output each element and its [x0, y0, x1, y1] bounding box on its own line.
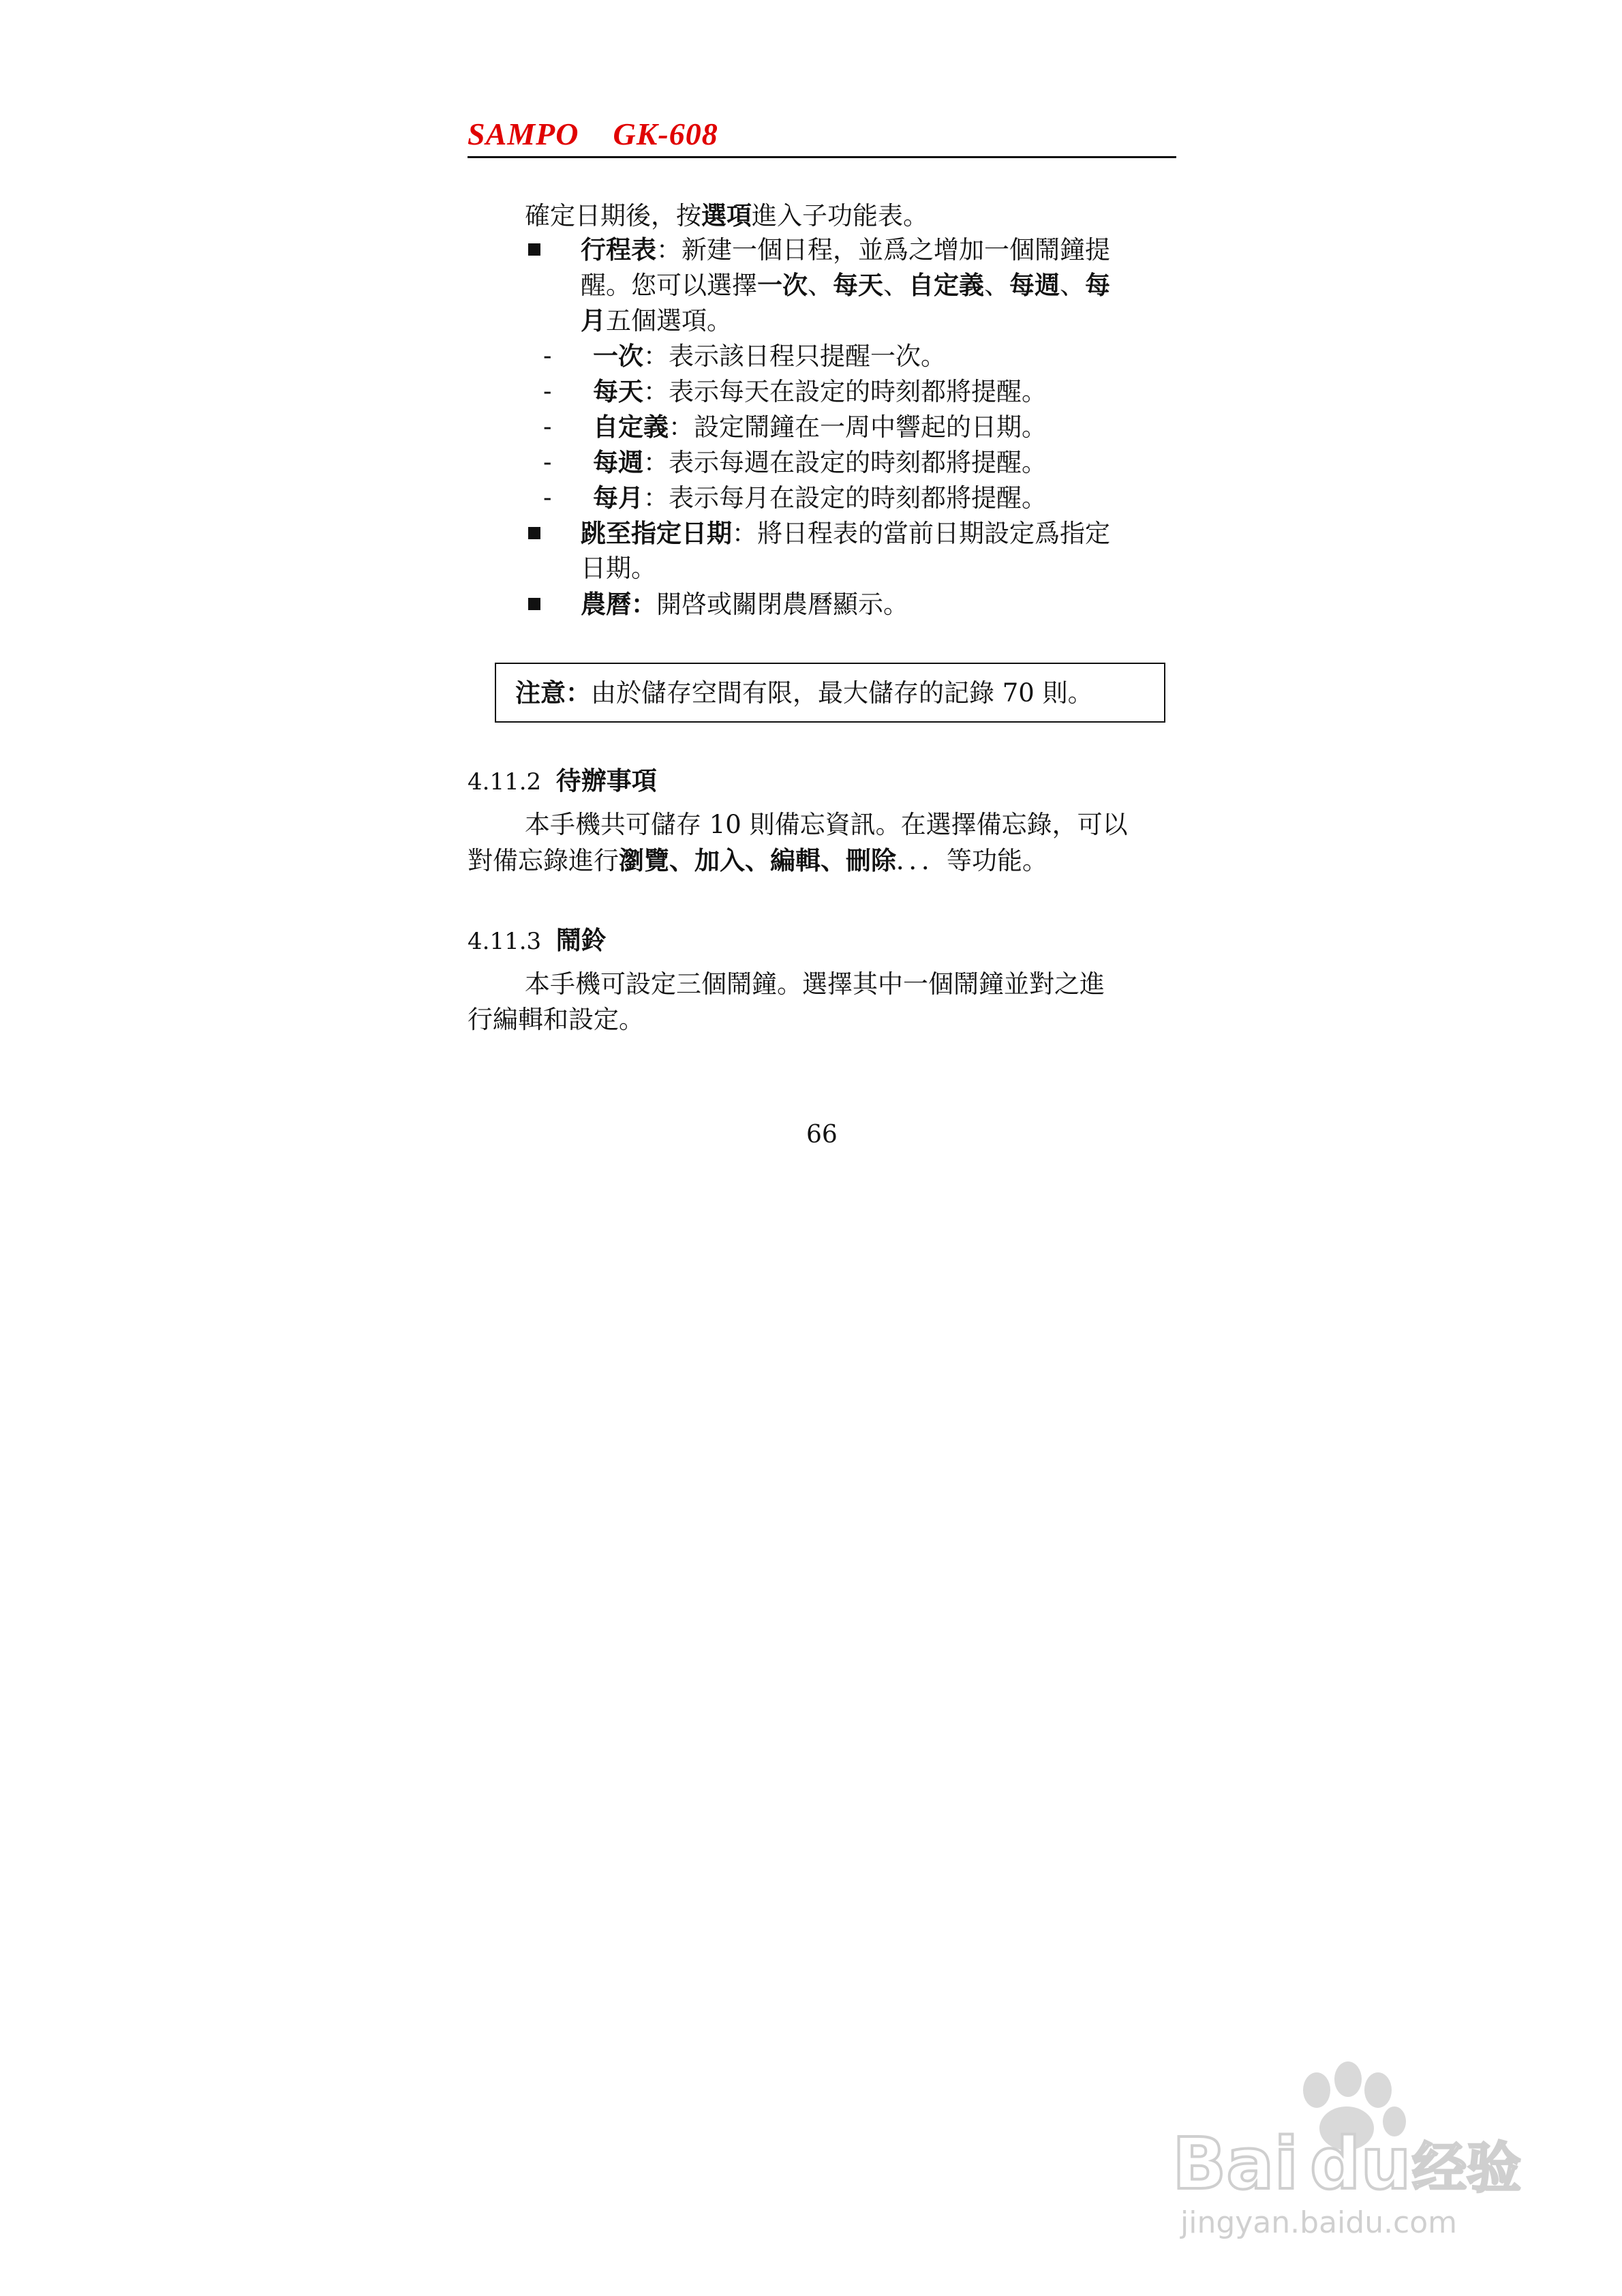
alarm-line-2: 行編輯和設定。: [468, 1005, 644, 1034]
svg-text:jingyan.baidu.com: jingyan.baidu.com: [1180, 2205, 1458, 2240]
bullet-icon: [528, 598, 540, 610]
bullet-icon: [528, 527, 540, 539]
todo-line-1: 本手機共可儲存 10 則備忘資訊。在選擇備忘錄，可以: [525, 810, 1128, 839]
dash-marker: -: [543, 376, 552, 406]
section-heading-todo: 4.11.2 待辦事項: [468, 766, 657, 796]
baidu-watermark-logo: [1159, 2059, 1540, 2250]
svg-text:Bai: Bai: [1172, 2122, 1299, 2205]
jump-line-2: 日期。: [581, 554, 656, 583]
alarm-line-1: 本手機可設定三個鬧鐘。選擇其中一個鬧鐘並對之進: [525, 969, 1105, 999]
sub-option-weekly: 每週：表示每週在設定的時刻都將提醒。: [593, 447, 1047, 477]
note-box: [495, 663, 1165, 723]
todo-line-2: 對備忘錄進行瀏覽、加入、編輯、刪除．．．等功能。: [468, 845, 1047, 875]
svg-text:du: du: [1310, 2122, 1411, 2205]
bullet-icon: [528, 243, 540, 256]
sub-option-custom: 自定義：設定鬧鐘在一周中響起的日期。: [593, 412, 1047, 442]
page-header: [468, 115, 1176, 158]
note-text: 注意：由於儲存空間有限，最大儲存的記錄 70 則。: [515, 678, 1093, 708]
schedule-line-3: 月五個選項。: [581, 305, 732, 335]
schedule-line-1: 行程表：新建一個日程，並爲之增加一個鬧鐘提: [581, 235, 1110, 265]
dash-marker: -: [543, 483, 552, 512]
brand-model-title: SAMPO GK-608: [468, 117, 718, 151]
page-number: 66: [806, 1121, 838, 1149]
schedule-line-2: 醒。您可以選擇一次、每天、自定義、每週、每: [581, 270, 1110, 300]
lunar-line: 農曆：開啓或關閉農曆顯示。: [581, 589, 908, 619]
jump-line-1: 跳至指定日期：將日程表的當前日期設定爲指定: [581, 518, 1110, 548]
intro-line: 確定日期後，按選項進入子功能表。: [525, 200, 928, 230]
svg-text:经验: 经验: [1412, 2136, 1521, 2200]
dash-marker: -: [543, 447, 552, 477]
section-heading-alarm: 4.11.3 鬧鈴: [468, 925, 607, 955]
dash-marker: -: [543, 412, 552, 441]
sub-option-once: 一次：表示該日程只提醒一次。: [593, 341, 946, 371]
sub-option-daily: 每天：表示每天在設定的時刻都將提醒。: [593, 376, 1047, 406]
dash-marker: -: [543, 341, 552, 370]
sub-option-monthly: 每月：表示每月在設定的時刻都將提醒。: [593, 483, 1047, 513]
